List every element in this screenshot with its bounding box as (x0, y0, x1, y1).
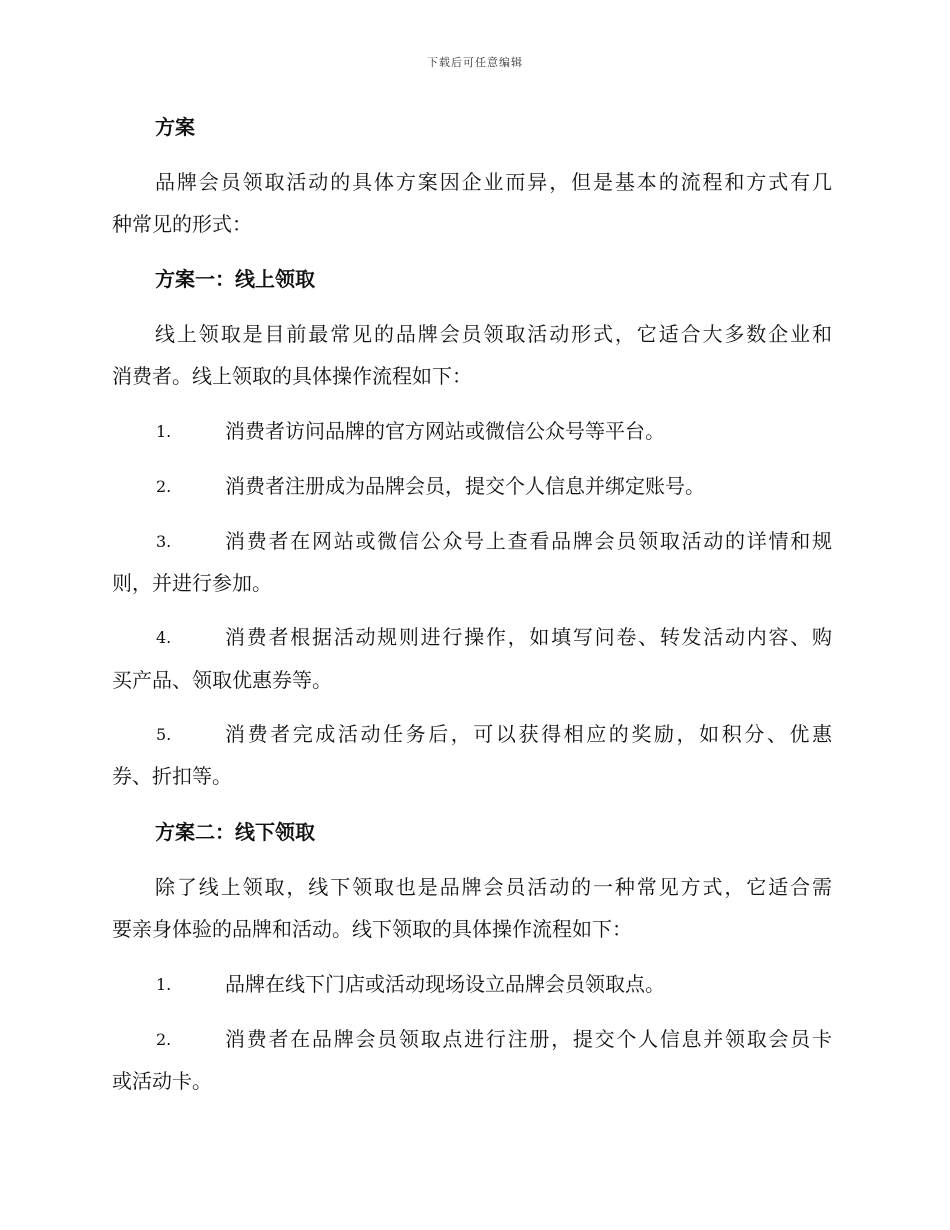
list-item-number: 3. (156, 532, 172, 551)
page-header: 下载后可任意编辑 (427, 56, 523, 69)
list-item-number: 2. (156, 477, 172, 496)
list-item-text-continued: 则，并进行参加。 (112, 571, 272, 595)
list-item-text: 消费者根据活动规则进行操作，如填写问卷、转发活动内容、购 (225, 625, 832, 649)
list-item-text-continued: 买产品、领取优惠券等。 (112, 668, 332, 692)
list-item-text: 消费者访问品牌的官方网站或微信公众号等平台。 (225, 419, 665, 443)
list-item-number: 5. (156, 725, 172, 744)
list-item-number: 1. (156, 422, 172, 441)
plan1-intro-line-2: 消费者。线上领取的具体操作流程如下： (112, 364, 472, 388)
plan1-intro-line-1: 线上领取是目前最常见的品牌会员领取活动形式，它适合大多数企业和 (155, 322, 832, 346)
list-item-text-continued: 券、折扣等。 (112, 764, 232, 788)
list-item-text: 消费者在网站或微信公众号上查看品牌会员领取活动的详情和规 (225, 529, 832, 553)
list-item-text-continued: 或活动卡。 (112, 1069, 212, 1093)
intro-line-1: 品牌会员领取活动的具体方案因企业而异，但是基本的流程和方式有几 (155, 170, 832, 194)
list-item-number: 1. (156, 975, 172, 994)
list-item-number: 2. (156, 1030, 172, 1049)
list-item-text: 消费者完成活动任务后，可以获得相应的奖励，如积分、优惠 (225, 722, 832, 746)
list-item-text: 品牌在线下门店或活动现场设立品牌会员领取点。 (225, 972, 665, 996)
list-item-text: 消费者在品牌会员领取点进行注册，提交个人信息并领取会员卡 (225, 1027, 832, 1051)
plan2-intro-line-2: 要亲身体验的品牌和活动。线下领取的具体操作流程如下： (112, 917, 632, 941)
plan2-intro-line-1: 除了线上领取，线下领取也是品牌会员活动的一种常见方式，它适合需 (155, 875, 832, 899)
intro-line-2: 种常见的形式： (112, 212, 252, 236)
doc-title: 方案 (155, 115, 195, 139)
plan2-heading: 方案二：线下领取 (155, 820, 315, 844)
list-item-number: 4. (156, 628, 172, 647)
plan1-heading: 方案一：线上领取 (155, 267, 315, 291)
list-item-text: 消费者注册成为品牌会员，提交个人信息并绑定账号。 (225, 474, 705, 498)
